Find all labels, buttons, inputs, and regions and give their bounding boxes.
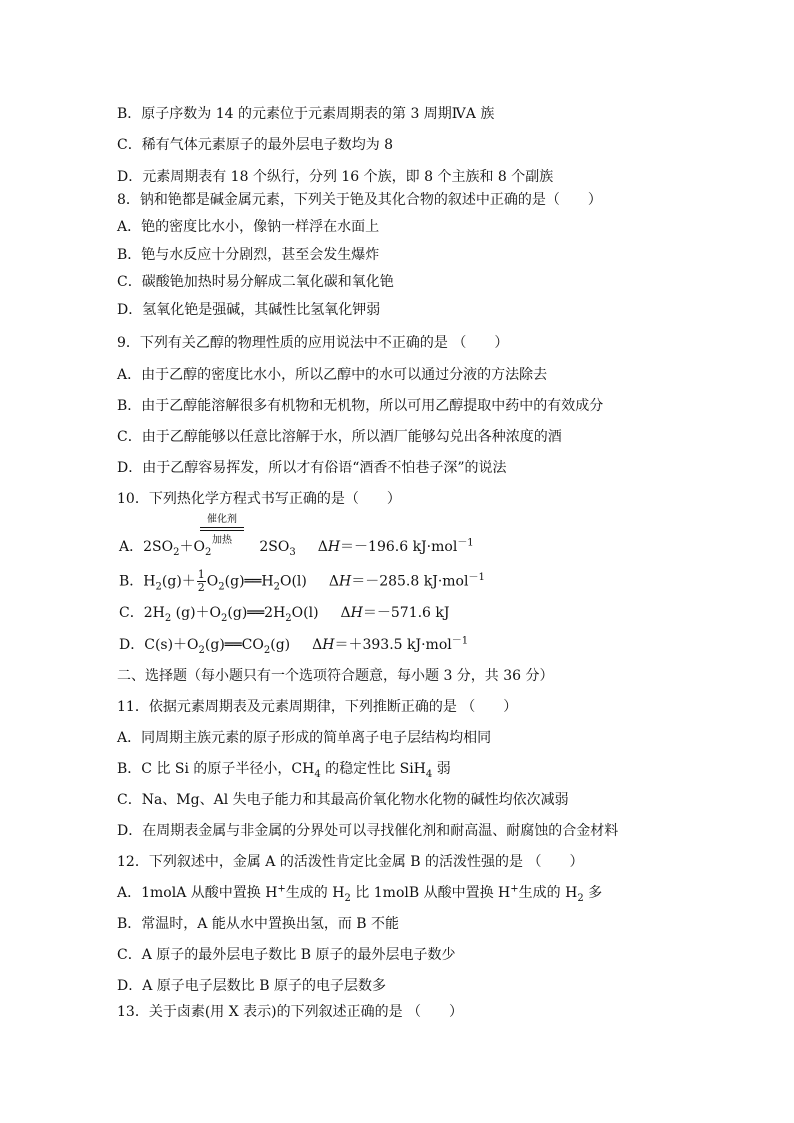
equation-d: D．$C(s)+O_2(g)══CO_2(g)$ ΔH＝＋393.5 kJ·mol$^{-1}$ [119, 635, 469, 656]
equation-c: C．$2H_2$ $(g)+O_2(g)══2H_2O(l)$ ΔH＝－571.6 kJ [119, 605, 450, 624]
option-line: A．同周期主族元素的原子形成的简单离子电子层结构均相同 [117, 730, 492, 746]
option-line: A．铯的密度比水小，像钠一样浮在水面上 [117, 219, 380, 235]
option-line: B．由于乙醇能溶解很多有机物和无机物，所以可用乙醇提取中药中的有效成分 [117, 398, 604, 414]
question-stem: 9．下列有关乙醇的物理性质的应用说法中不正确的是 （ ） [117, 335, 509, 351]
equation-b: B．$H_2(g)+$ $\frac{1}{2}$ $O_2(g)══H_2O(l)$ ΔH＝－285.8 kJ·mol$^{-1}$ [119, 568, 485, 594]
question-stem: 13．关于卤素(用 X 表示)的下列叙述正确的是 （ ） [117, 1004, 464, 1020]
option-line: D．氢氧化铯是强碱，其碱性比氢氧化钾弱 [117, 302, 381, 318]
option-line: C．碳酸铯加热时易分解成二氧化碳和氧化铯 [117, 274, 394, 290]
option-line: C．A 原子的最外层电子数比 B 原子的最外层电子数少 [117, 947, 456, 963]
option-line: B．C 比 Si 的原子半径小，$CH_4$ 的稳定性比 SiH$_4$ 弱 [117, 761, 451, 780]
option-label: C． [119, 605, 144, 621]
question-stem: 8．钠和铯都是碱金属元素，下列关于铯及其化合物的叙述中正确的是（ ） [117, 192, 602, 208]
reaction-condition-bottom: 加热 [212, 535, 232, 546]
question-stem: 11．依据元素周期表及元素周期律，下列推断正确的是 （ ） [117, 699, 518, 715]
reaction-condition-top: 催化剂 [207, 514, 237, 525]
option-line: C．稀有气体元素原子的最外层电子数均为 8 [117, 137, 394, 153]
option-line: D．元素周期表有 18 个纵行，分列 16 个族，即 8 个主族和 8 个副族 [117, 169, 554, 185]
option-line: D．A 原子电子层数比 B 原子的电子层数多 [117, 978, 386, 994]
fraction: $\frac{1}{2}$ [197, 568, 205, 594]
option-label: B． [119, 573, 144, 590]
option-line: D．在周期表金属与非金属的分界处可以寻找催化剂和耐高温、耐腐蚀的合金材料 [117, 823, 619, 839]
section-heading: 二、选择题（每小题只有一个选项符合题意，每小题 3 分，共 36 分） [117, 668, 554, 684]
option-line: A．由于乙醇的密度比水小，所以乙醇中的水可以通过分液的方法除去 [117, 367, 548, 383]
question-stem: 10．下列热化学方程式书写正确的是（ ） [117, 491, 401, 507]
option-line: A．1molA 从酸中置换 H+生成的 $H_2$ 比 1molB 从酸中置换 H+生成的 $H_2$ 多 [117, 883, 603, 904]
option-label: D． [119, 637, 145, 653]
question-stem: 12．下列叙述中，金属 A 的活泼性肯定比金属 B 的活泼性强的是 （ ） [117, 854, 584, 870]
option-line: B．铯与水反应十分剧烈，甚至会发生爆炸 [117, 247, 380, 263]
option-line: D．由于乙醇容易挥发，所以才有俗语“酒香不怕巷子深”的说法 [117, 460, 507, 476]
reaction-arrow-line [200, 527, 244, 528]
option-line: B．原子序数为 14 的元素位于元素周期表的第 3 周期ⅣA 族 [117, 106, 495, 122]
reaction-arrow-line [200, 530, 244, 531]
option-label: A． [119, 539, 144, 555]
option-line: C．由于乙醇能够以任意比溶解于水，所以酒厂能够勾兑出各种浓度的酒 [117, 429, 562, 445]
equation-a: A．$2SO_2+O_2$ $2SO_3$ ΔH＝－196.6 kJ·mol$^{-1}$ [119, 537, 474, 558]
option-line: B．常温时，A 能从水中置换出氢，而 B 不能 [117, 916, 400, 932]
option-line: C．Na、Mg、Al 失电子能力和其最高价氧化物水化物的碱性均依次减弱 [117, 792, 569, 808]
